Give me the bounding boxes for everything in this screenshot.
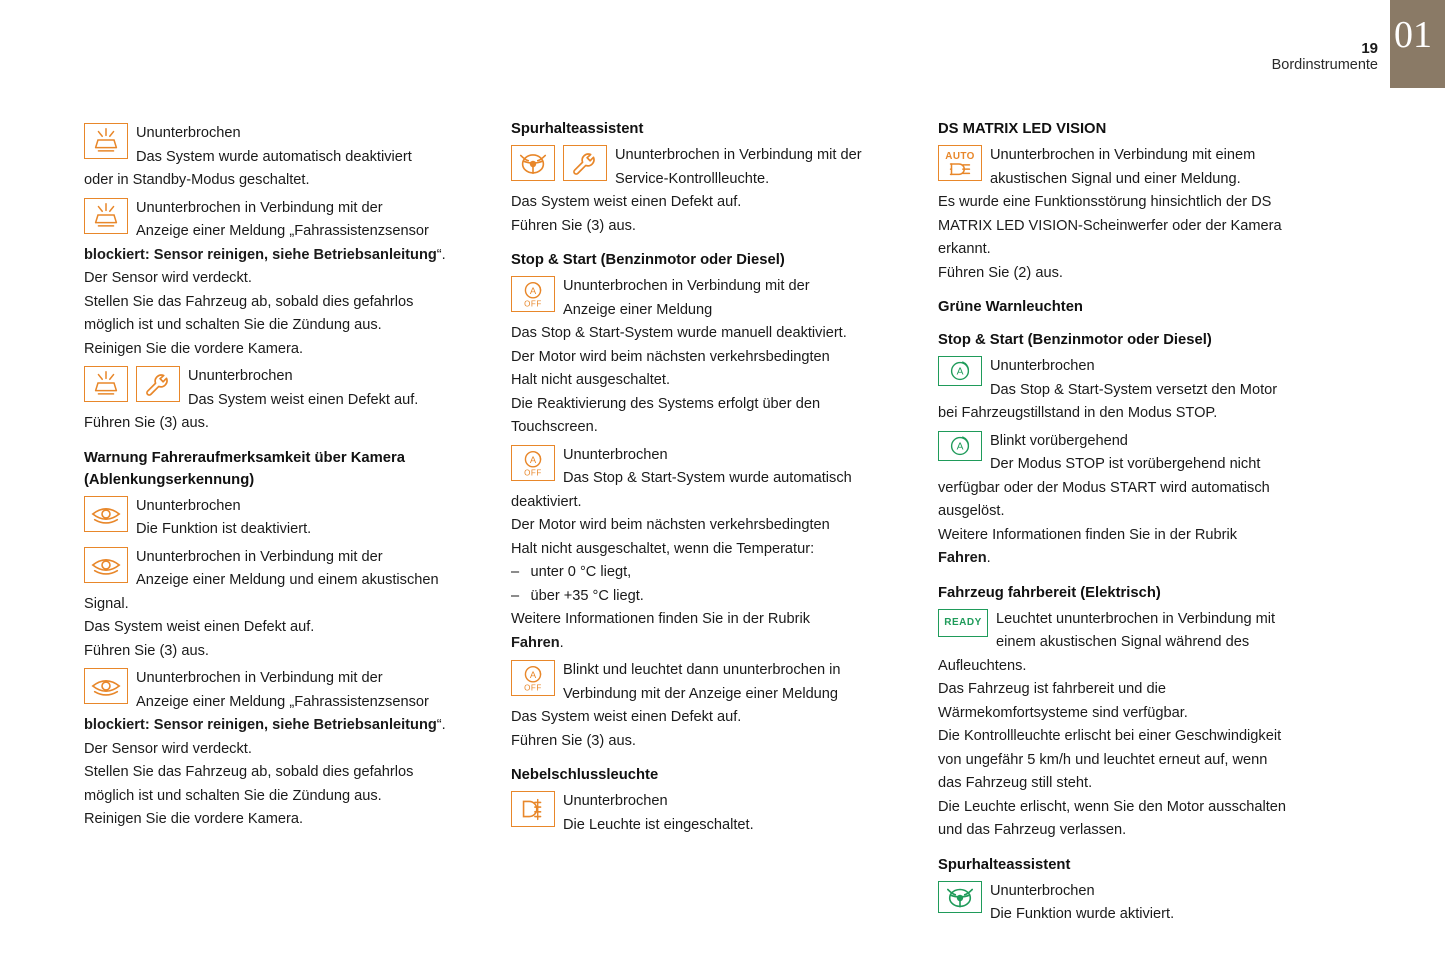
entry-lane-keeping-active	[938, 880, 1333, 927]
entry-line-1: Blinkt und leuchtet dann ununterbrochen in	[563, 662, 841, 678]
paragraph-line: Das Stop & Start-System wurde manuell deaktiviert.	[511, 325, 847, 341]
paragraph-line: Aufleuchtens.	[938, 657, 1027, 674]
paragraph-line: Stellen Sie das Fahrzeug ab, sobald dies gefahrlos	[84, 764, 414, 780]
icon-group	[84, 668, 128, 704]
reference-label: Fahren	[511, 634, 560, 651]
bold-message-text: blockiert: Sensor reinigen, siehe Betriebsanleitung	[84, 717, 437, 733]
icon-group	[938, 431, 982, 461]
a-off-icon	[511, 660, 555, 696]
paragraph-line: Der Sensor wird verdeckt.	[84, 740, 252, 757]
section-heading: Stop & Start (Benzinmotor oder Diesel)	[938, 332, 1212, 348]
paragraph-line: möglich ist und schalten Sie die Zündung aus.	[84, 317, 382, 333]
entry-ready-vehicle	[938, 608, 1333, 655]
icon-group	[938, 609, 988, 637]
paragraph-line: Weitere Informationen finden Sie in der Rubrik	[938, 526, 1238, 543]
column-3	[938, 118, 1333, 927]
chapter-tab: 01	[1390, 0, 1445, 88]
entry-line-2: Das System wurde automatisch deaktiviert	[136, 148, 412, 165]
eye-icon	[84, 668, 128, 704]
section-heading: Stop & Start (Benzinmotor oder Diesel)	[511, 252, 785, 268]
ready-icon: READY	[938, 609, 988, 637]
section-heading: Nebelschlussleuchte	[511, 767, 659, 783]
a-green-icon	[938, 356, 982, 386]
header-texts	[1272, 0, 1390, 74]
icon-group	[511, 660, 555, 696]
steering-wheel-green-icon	[938, 881, 982, 913]
svg-text:A: A	[529, 670, 537, 681]
message-suffix: “.	[436, 717, 446, 733]
entry-line-1: Leuchtet ununterbrochen in Verbindung mit	[996, 610, 1276, 627]
wrench-icon	[136, 366, 180, 402]
reference-suffix: .	[559, 634, 564, 651]
paragraph-line: bei Fahrzeugstillstand in den Modus STOP.	[938, 405, 1218, 421]
entry-line-1: Ununterbrochen in Verbindung mit der	[136, 670, 383, 686]
paragraph-line: von ungefähr 5 km/h und leuchtet erneut auf, wenn	[938, 751, 1268, 768]
entry-line-2: Die Funktion ist deaktiviert.	[136, 521, 312, 537]
svg-text:OFF: OFF	[524, 299, 542, 309]
entry-stopstart-auto-off	[511, 444, 906, 491]
section-heading: Warnung Fahreraufmerksamkeit über Kamera	[84, 449, 405, 466]
paragraph-line: Die Kontrollleuchte erlischt bei einer Geschwindigkeit	[938, 728, 1282, 744]
icon-group	[511, 276, 555, 312]
entry-line-2: Die Funktion wurde aktiviert.	[990, 906, 1175, 922]
paragraph-line: Führen Sie (3) aus.	[84, 642, 209, 659]
list-item: – unter 0 °C liegt,	[511, 564, 632, 580]
svg-text:A: A	[956, 366, 964, 378]
paragraph-line: Das System weist einen Defekt auf.	[84, 619, 315, 635]
svg-text:A: A	[529, 286, 537, 297]
paragraph-bold-ref	[511, 632, 906, 656]
entry-line-1: Ununterbrochen	[136, 125, 241, 141]
svg-text:OFF: OFF	[524, 467, 542, 477]
entry-eye-message	[84, 546, 479, 593]
content-columns	[84, 118, 1364, 927]
eye-icon	[84, 496, 128, 532]
entry-line-1: Ununterbrochen in Verbindung mit der	[563, 278, 810, 294]
entry-camera-standby	[84, 122, 479, 169]
entry-line-2: einem akustischen Signal während des	[996, 634, 1250, 650]
paragraph-bold-ref	[938, 547, 1333, 571]
entry-lane-keeping-defect	[511, 144, 906, 191]
paragraph-line: Das Fahrzeug ist fahrbereit und die	[938, 681, 1166, 697]
icon-group	[84, 198, 128, 234]
entry-line-2: Anzeige einer Meldung „Fahrassistenzsensor	[136, 693, 429, 710]
entry-matrix-led-vision	[938, 144, 1333, 191]
a-off-icon	[511, 276, 555, 312]
section-heading-cont: (Ablenkungserkennung)	[84, 471, 255, 488]
icon-group	[84, 547, 128, 583]
icon-group	[938, 881, 982, 913]
paragraph-mixed	[84, 714, 479, 738]
entry-line-2: Service-Kontrollleuchte.	[615, 170, 770, 187]
fog-lamp-icon	[511, 791, 555, 827]
paragraph-line: Führen Sie (3) aus.	[84, 415, 209, 431]
entry-line-2: Anzeige einer Meldung und einem akustischen	[136, 572, 439, 588]
paragraph-line: Das System weist einen Defekt auf.	[511, 709, 742, 725]
page-header	[1272, 0, 1445, 88]
icon-group	[511, 791, 555, 827]
paragraph-mixed	[84, 244, 479, 268]
section-heading: Fahrzeug fahrbereit (Elektrisch)	[938, 584, 1161, 601]
entry-line-2: Die Leuchte ist eingeschaltet.	[563, 816, 754, 833]
entry-line-1: Ununterbrochen in Verbindung mit der	[136, 548, 383, 565]
reference-suffix: .	[986, 550, 991, 566]
icon-group	[511, 445, 555, 481]
paragraph-line: das Fahrzeug still steht.	[938, 775, 1093, 791]
paragraph-line: Halt nicht ausgeschaltet.	[511, 372, 670, 388]
wrench-icon	[563, 145, 607, 181]
paragraph-line: Reinigen Sie die vordere Kamera.	[84, 811, 304, 827]
entry-line-2: Verbindung mit der Anzeige einer Meldung	[563, 685, 839, 702]
paragraph-line: und das Fahrzeug verlassen.	[938, 822, 1127, 838]
icon-group	[84, 123, 128, 159]
paragraph-line: Die Reaktivierung des Systems erfolgt über den	[511, 395, 821, 412]
section-heading: Spurhalteassistent	[938, 856, 1071, 873]
paragraph-line: erkannt.	[938, 241, 991, 257]
paragraph-line: Führen Sie (3) aus.	[511, 732, 636, 749]
a-green-icon	[938, 431, 982, 461]
camera-icon	[84, 123, 128, 159]
entry-line-1: Ununterbrochen	[563, 446, 668, 463]
entry-line-1: Ununterbrochen	[188, 368, 293, 384]
paragraph-line: Weitere Informationen finden Sie in der Rubrik	[511, 611, 811, 627]
entry-line-1: Blinkt vorübergehend	[990, 432, 1128, 449]
paragraph-line: Der Motor wird beim nächsten verkehrsbedingten	[511, 517, 830, 533]
entry-eye-blocked	[84, 667, 479, 714]
header-section-title: Bordinstrumente	[1271, 57, 1378, 74]
entry-camera-blocked	[84, 197, 479, 244]
paragraph-line: Signal.	[84, 595, 129, 612]
svg-text:A: A	[529, 454, 537, 466]
icon-group	[84, 366, 180, 402]
entry-line-2: akustischen Signal und einer Meldung.	[990, 170, 1241, 187]
steering-wheel-icon	[511, 145, 555, 181]
section-heading-green-lights: Grüne Warnleuchten	[938, 299, 1083, 315]
paragraph-line: Führen Sie (3) aus.	[511, 217, 636, 234]
paragraph-line: Halt nicht ausgeschaltet, wenn die Temperatur:	[511, 540, 815, 557]
paragraph-line: Wärmekomfortsysteme sind verfügbar.	[938, 704, 1188, 721]
paragraph-line: MATRIX LED VISION-Scheinwerfer oder der Kamera	[938, 217, 1282, 234]
paragraph-line: Das System weist einen Defekt auf.	[511, 194, 742, 210]
section-heading: DS MATRIX LED VISION	[938, 121, 1107, 137]
icon-group	[511, 145, 607, 181]
camera-icon	[84, 366, 128, 402]
camera-icon	[84, 198, 128, 234]
reference-label: Fahren	[938, 550, 987, 566]
paragraph-line: verfügbar oder der Modus START wird automatisch	[938, 479, 1270, 496]
column-1	[84, 118, 479, 927]
paragraph-line: Reinigen Sie die vordere Kamera.	[84, 340, 304, 357]
icon-group	[84, 496, 128, 532]
paragraph-line: ausgelöst.	[938, 503, 1005, 519]
entry-line-1: Ununterbrochen in Verbindung mit der	[136, 199, 383, 216]
paragraph-line: Der Motor wird beim nächsten verkehrsbedingten	[511, 348, 830, 365]
svg-text:AUTO: AUTO	[945, 151, 975, 163]
entry-stopstart-stop-mode	[938, 355, 1333, 402]
section-heading: Spurhalteassistent	[511, 121, 644, 137]
entry-camera-defect	[84, 365, 479, 412]
entry-line-2: Das Stop & Start-System versetzt den Motor	[990, 381, 1278, 398]
entry-line-1: Ununterbrochen in Verbindung mit der	[615, 147, 862, 163]
entry-line-1: Ununterbrochen	[990, 882, 1095, 899]
paragraph-line: oder in Standby-Modus geschaltet.	[84, 172, 310, 188]
svg-text:A: A	[956, 441, 964, 453]
entry-line-1: Ununterbrochen	[990, 358, 1095, 374]
entry-stopstart-manual-off	[511, 275, 906, 322]
paragraph-line: Die Leuchte erlischt, wenn Sie den Motor ausschalten	[938, 798, 1287, 815]
paragraph-line: deaktiviert.	[511, 493, 582, 510]
a-off-icon	[511, 445, 555, 481]
paragraph-line: Es wurde eine Funktionsstörung hinsichtlich der DS	[938, 194, 1272, 210]
column-2	[511, 118, 906, 927]
entry-line-2: Das System weist einen Defekt auf.	[188, 391, 419, 408]
icon-group	[938, 145, 982, 181]
svg-text:OFF: OFF	[524, 683, 542, 693]
entry-line-1: Ununterbrochen in Verbindung mit einem	[990, 147, 1256, 163]
eye-icon	[84, 547, 128, 583]
entry-line-2: Anzeige einer Meldung „Fahrassistenzsensor	[136, 223, 429, 239]
entry-line-2: Das Stop & Start-System wurde automatisch	[563, 470, 852, 486]
page-number: 19	[1361, 40, 1378, 57]
bold-message-text: blockiert: Sensor reinigen, siehe Betriebsanleitung	[84, 246, 437, 263]
entry-eye-disabled	[84, 495, 479, 542]
entry-line-1: Ununterbrochen	[563, 793, 668, 809]
paragraph-line: Stellen Sie das Fahrzeug ab, sobald dies gefahrlos	[84, 293, 414, 310]
entry-rear-fog-lamp	[511, 790, 906, 837]
paragraph-line: möglich ist und schalten Sie die Zündung aus.	[84, 787, 382, 804]
entry-stopstart-defect	[511, 659, 906, 706]
entry-stopstart-blinking	[938, 430, 1333, 477]
paragraph-line: Führen Sie (2) aus.	[938, 264, 1063, 281]
message-suffix: “.	[436, 246, 446, 263]
paragraph-line: Touchscreen.	[511, 419, 598, 435]
icon-group	[938, 356, 982, 386]
entry-line-2: Anzeige einer Meldung	[563, 301, 713, 318]
auto-beam-icon	[938, 145, 982, 181]
list-item: – über +35 °C liegt.	[511, 587, 644, 604]
entry-line-1: Ununterbrochen	[136, 497, 241, 514]
entry-line-2: Der Modus STOP ist vorübergehend nicht	[990, 456, 1261, 472]
paragraph-line: Der Sensor wird verdeckt.	[84, 270, 252, 286]
